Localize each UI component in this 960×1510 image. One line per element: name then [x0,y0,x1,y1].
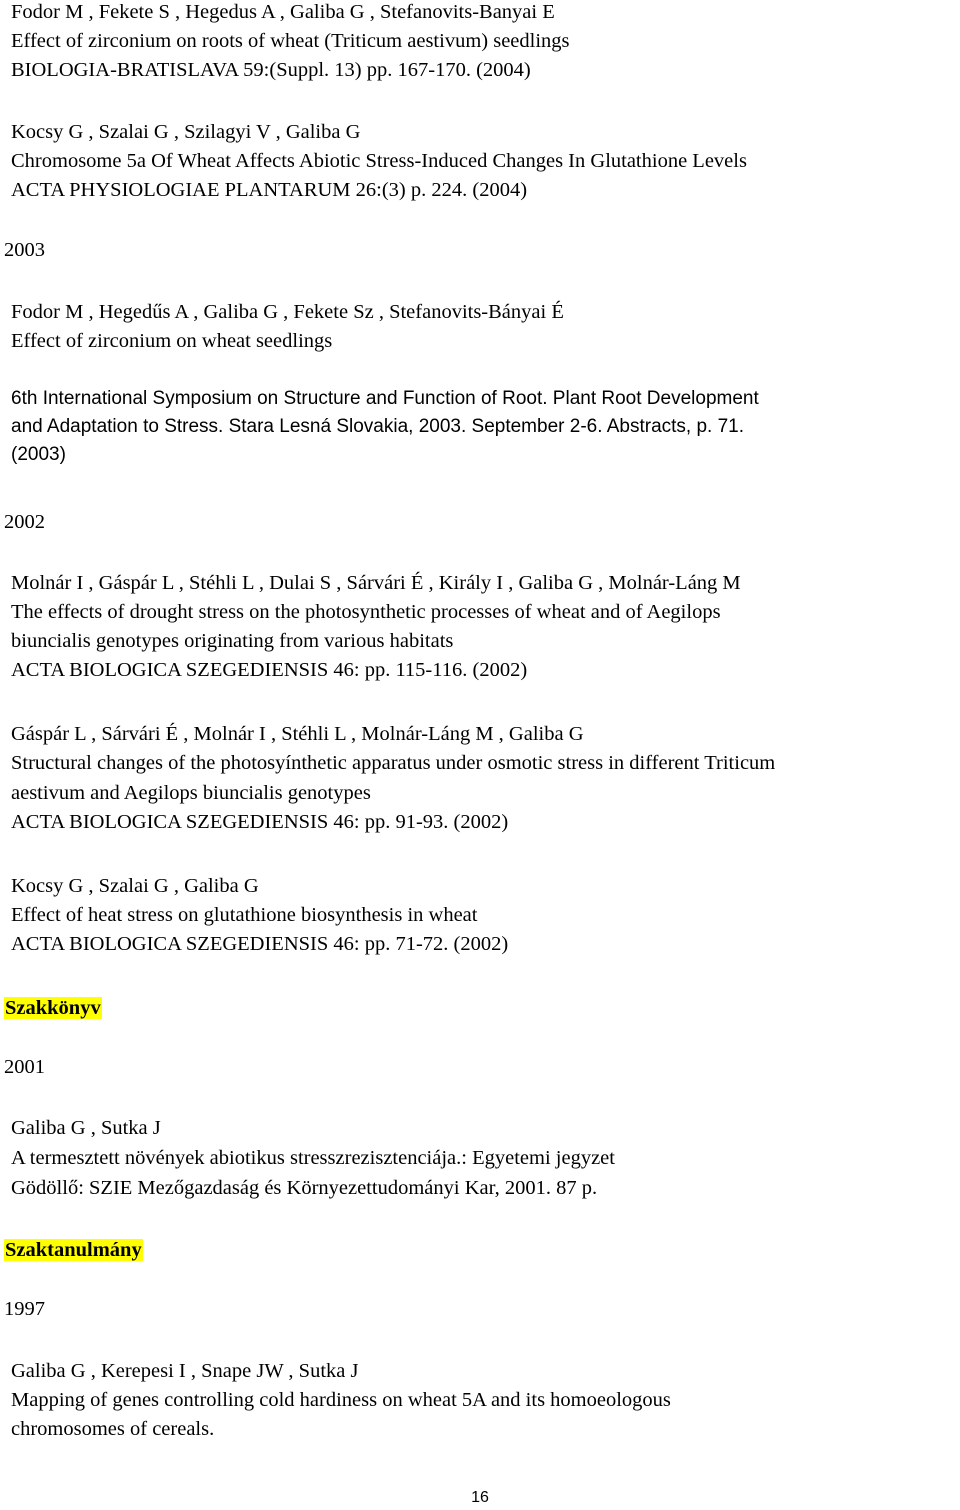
ref-2004-1-authors: Fodor M , Fekete S , Hegedus A , Galiba G , Stefanovits-Banyai E [11,1,555,23]
section-heading-szakkonyv [4,996,102,1020]
year-heading-1997: 1997 [4,1298,45,1320]
ref-2002-2-authors: Gáspár L , Sárvári É , Molnár I , Stéhli L , Molnár-Láng M , Galiba G [11,723,584,745]
ref-2002-3-source: ACTA BIOLOGICA SZEGEDIENSIS 46: pp. 71-72. (2002) [11,933,509,955]
year-heading-2003: 2003 [4,239,45,261]
ref-2002-1-title-line1: The effects of drought stress on the photosynthetic processes of wheat and of Aegilops [11,601,721,623]
ref-2002-1-title-line2: biuncialis genotypes originating from various habitats [11,630,454,652]
ref-2003-source-line2: and Adaptation to Stress. Stara Lesná Slovakia, 2003. September 2-6. Abstracts, p. 71. [11,416,745,437]
ref-2002-2-title-line1: Structural changes of the photosyínthetic apparatus under osmotic stress in different Triticum [11,752,776,774]
section-heading-szakkonyv-text: Szakkönyv [5,997,101,1019]
ref-2003-source-line3: (2003) [11,444,66,465]
ref-2001-authors: Galiba G , Sutka J [11,1117,161,1139]
ref-2003-title: Effect of zirconium on wheat seedlings [11,330,333,352]
ref-2004-2-source: ACTA PHYSIOLOGIAE PLANTARUM 26:(3) p. 224. (2004) [11,179,528,201]
ref-1997-authors: Galiba G , Kerepesi I , Snape JW , Sutka J [11,1360,359,1382]
ref-1997-title-line1: Mapping of genes controlling cold hardiness on wheat 5A and its homoeologous [11,1389,671,1411]
ref-2002-2-source: ACTA BIOLOGICA SZEGEDIENSIS 46: pp. 91-93. (2002) [11,811,509,833]
ref-2004-2-title: Chromosome 5a Of Wheat Affects Abiotic Stress-Induced Changes In Glutathione Levels [11,150,747,172]
page-number: 16 [471,1489,489,1506]
year-heading-2002: 2002 [4,511,45,533]
ref-2002-2-title-line2: aestivum and Aegilops biuncialis genotypes [11,782,371,804]
ref-1997-title-line2: chromosomes of cereals. [11,1418,215,1440]
ref-2003-source-line1: 6th International Symposium on Structure and Function of Root. Plant Root Development [11,388,759,409]
ref-2002-1-source: ACTA BIOLOGICA SZEGEDIENSIS 46: pp. 115-116. (2002) [11,659,528,681]
ref-2002-1-authors: Molnár I , Gáspár L , Stéhli L , Dulai S , Sárvári É , Király I , Galiba G , Molnár-Láng M [11,572,741,594]
year-heading-2001: 2001 [4,1056,45,1078]
ref-2004-2-authors: Kocsy G , Szalai G , Szilagyi V , Galiba G [11,121,361,143]
ref-2004-1-title: Effect of zirconium on roots of wheat (Triticum aestivum) seedlings [11,30,570,52]
section-heading-szaktanulmany [4,1238,143,1262]
ref-2002-3-authors: Kocsy G , Szalai G , Galiba G [11,875,259,897]
ref-2003-authors: Fodor M , Hegedűs A , Galiba G , Fekete Sz , Stefanovits-Bányai É [11,301,564,323]
ref-2004-1-source: BIOLOGIA-BRATISLAVA 59:(Suppl. 13) pp. 167-170. (2004) [11,59,531,81]
section-heading-szaktanulmany-text: Szaktanulmány [5,1239,142,1261]
ref-2001-title: A termesztett növények abiotikus stresszrezisztenciája.: Egyetemi jegyzet [11,1147,615,1169]
ref-2001-source: Gödöllő: SZIE Mezőgazdaság és Környezettudományi Kar, 2001. 87 p. [11,1177,598,1199]
ref-2002-3-title: Effect of heat stress on glutathione biosynthesis in wheat [11,904,478,926]
